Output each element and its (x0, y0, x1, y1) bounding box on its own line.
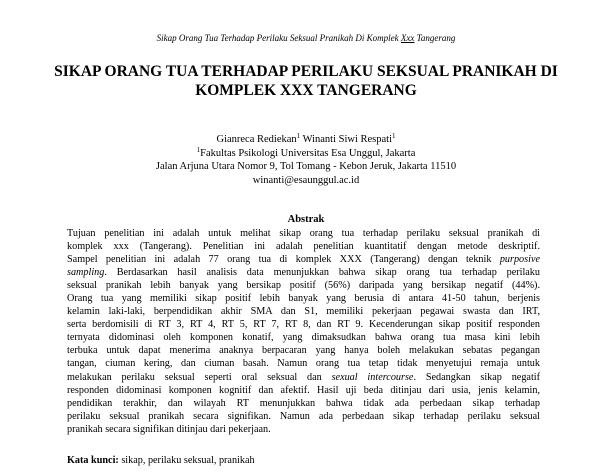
abstract-line (67, 397, 540, 410)
abstract-text: ternyata didominasi oleh komponen konatif, yang dimaksudkan bahwa orang tua masa kini lebih (67, 332, 540, 344)
abstract-text: melakukan perilaku seksual seperti oral seksual dan (67, 371, 332, 383)
abstract-line (67, 227, 540, 240)
author-email: winanti@esaunggul.ac.id (252, 174, 360, 186)
keywords (67, 454, 255, 467)
abstract-italic-term: sexual intercourse (331, 371, 414, 383)
author-2-affiliation-mark: 1 (392, 132, 396, 140)
running-header-prefix: Sikap Orang Tua Terhadap Perilaku Seksual Pranikah Di Komplek (156, 33, 401, 43)
running-header (0, 33, 612, 44)
abstract-line (67, 423, 540, 436)
abstract-text: . Sedangkan sikap negatif (413, 371, 540, 383)
author-names (0, 133, 612, 147)
abstract-line (67, 384, 540, 397)
abstract-text: komplek xxx (Tangerang). Penelitian ini adalah penelitian kuantitatif dengan metode deskriptif. (67, 241, 540, 253)
paper-title (30, 62, 582, 100)
abstract-line (67, 240, 540, 253)
abstract-text: seksual pranikah lebih banyak yang bersikap positif (56%) daripada yang bersikap negatif (44%). (67, 280, 540, 292)
affiliation-text: Fakultas Psikologi Universitas Esa Unggul, Jakarta (200, 147, 416, 159)
abstract-line (67, 410, 540, 423)
abstract-line (67, 318, 540, 331)
abstract-line (67, 357, 540, 370)
abstract-line (67, 305, 540, 318)
abstract-line (67, 371, 540, 384)
abstract-text: serta berdomisili di RT 3, RT 4, RT 5, RT 7, RT 8, dan RT 9. Kecenderungan sikap positif responden (67, 319, 540, 331)
abstract-text: tangan, ciuman kering, dan ciuman basah. Namun orang tua tetap tidak menyetujui remaja untuk (67, 358, 540, 370)
affiliation (0, 147, 612, 161)
abstract-heading: Abstrak (287, 214, 325, 225)
abstract-text: pendidikan terakhir, dan wilayah RT menunjukkan bahwa tidak ada perbedaan sikap terhadap (67, 397, 540, 409)
running-header-suffix: Tangerang (414, 33, 456, 43)
abstract-text: pranikah secara signifikan ditinjau dari pekerjaan. (67, 423, 271, 435)
abstract-text: Tujuan penelitian ini adalah untuk melihat sikap orang tua terhadap perilaku seksual pranikah di (67, 228, 540, 239)
abstract-line (67, 253, 540, 266)
author-name-1: Gianreca Rediekan (216, 134, 297, 145)
paper-title-line-2: KOMPLEK XXX TANGERANG (195, 82, 417, 99)
abstract-line (67, 292, 540, 305)
abstract-italic-term: purposive (499, 254, 540, 266)
abstract-text: Orang tua yang memiliki sikap positif lebih banyak yang berusia di antara 41-50 tahun, berjenis (67, 293, 540, 305)
running-header-underlined: Xxx (400, 33, 415, 43)
author-name-2: Winanti Siwi Respati (300, 134, 392, 145)
abstract-line (67, 266, 540, 279)
abstract-line (67, 279, 540, 292)
abstract-line (67, 344, 540, 357)
author-block (0, 133, 612, 187)
author-1-affiliation-mark: 1 (296, 132, 301, 140)
abstract-text: terbuka untuk dapat menerima anaknya berpacaran yang hanya boleh melakukan sebatas pegangan (67, 345, 540, 357)
paper-title-line-1: SIKAP ORANG TUA TERHADAP PERILAKU SEKSUAL PRANIKAH DI (54, 63, 558, 80)
abstract-text: responden didominasi komponen kognitif dan afektif. Hasil uji beda ditinjau dari usia, jenis kelamin, (67, 384, 540, 396)
abstract-body (67, 227, 540, 436)
abstract-italic-term: sampling (67, 267, 105, 279)
abstract-text: . Berdasarkan hasil analisis data menunjukkan bahwa sikap orang tua terhadap perilaku (104, 267, 540, 279)
abstract-line (67, 331, 540, 344)
keywords-label: Kata kunci: (67, 455, 119, 466)
affiliation-address: Jalan Arjuna Utara Nomor 9, Tol Tomang - Kebon Jeruk, Jakarta 11510 (155, 161, 457, 173)
keywords-value: sikap, perilaku seksual, pranikah (118, 455, 255, 466)
affiliation-mark: 1 (196, 145, 201, 154)
abstract-text: Sampel penelitian ini adalah 77 orang tua di komplek XXX (Tangerang) dengan teknik (67, 254, 500, 266)
abstract-text: kelamin laki-laki, berpendidikan akhir SMA dan S1, memiliki pekerjaan pegawai swasta dan IRT, (67, 306, 540, 318)
abstract-text: perilaku seksual pranikah secara signifikan. Namun ada perbedaan sikap terhadap perilaku seksual (67, 410, 540, 422)
